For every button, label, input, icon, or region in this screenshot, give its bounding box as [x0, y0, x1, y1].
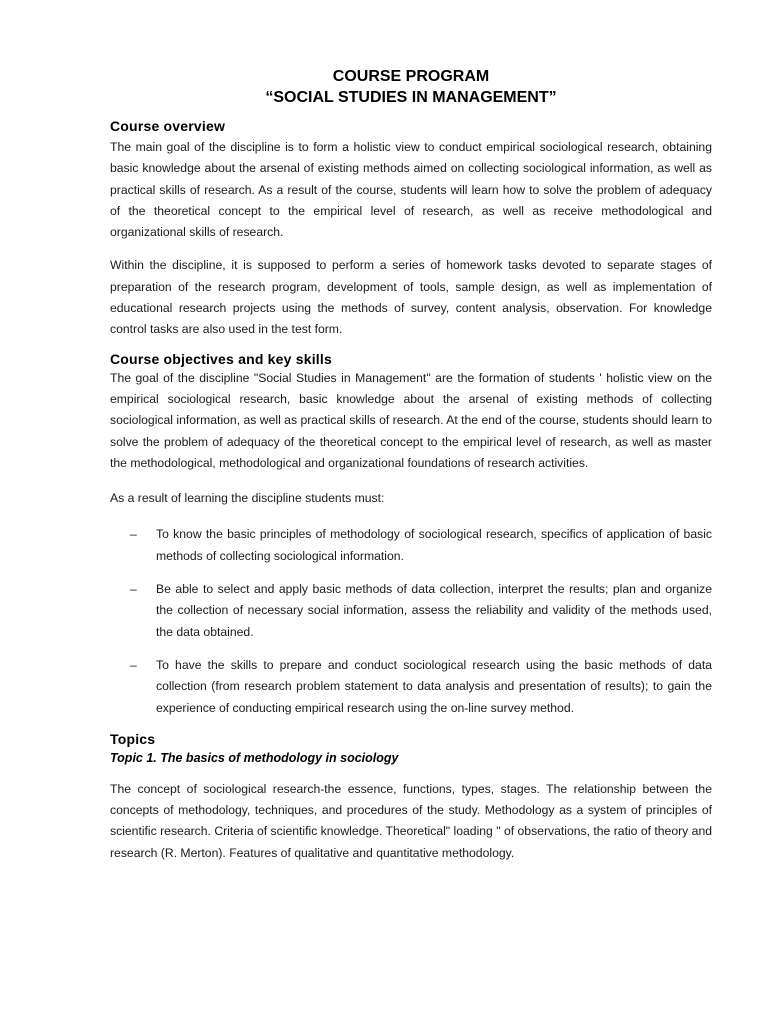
document-page	[110, 66, 712, 864]
topic-1-text: The concept of sociological research-the essence, functions, types, stages. The relationship between the concepts of methodology, techniques, and procedures of the study. Methodology as a system of principles of scientific research. Criteria of scientific knowledge. Theoretical" loading " of observations, the ratio of theory and research (R. Merton). Features of qualitative and quantitative methodology.	[110, 781, 712, 860]
dash-bullet-icon: –	[130, 527, 137, 542]
list-item	[110, 655, 712, 719]
document-title	[110, 66, 712, 108]
overview-paragraph-1: The main goal of the discipline is to form a holistic view to conduct empirical sociological research, obtaining basic knowledge about the arsenal of existing methods aimed on collecting sociological information, as well as practical skills of research. As a result of the course, students will learn how to solve the problem of adequacy of the theoretical concept to the empirical level of research, as well as receive methodological and organizational skills of research.	[110, 140, 712, 240]
list-item-text: To know the basic principles of methodology of sociological research, specifics of application of basic methods of collecting sociological information.	[156, 527, 712, 563]
topic-1-title: Topic 1. The basics of methodology in sociology	[110, 750, 399, 765]
dash-bullet-icon: –	[130, 657, 137, 672]
title-line-2: “SOCIAL STUDIES IN MANAGEMENT”	[265, 89, 557, 106]
list-item-text: Be able to select and apply basic methods of data collection, interpret the results; plan and organize the collection of necessary social information, assess the reliability and validity of the methods used, the data obtained.	[156, 582, 712, 639]
objectives-intro: As a result of learning the discipline students must:	[110, 491, 385, 506]
heading-course-overview: Course overview	[110, 118, 226, 134]
list-item	[110, 579, 712, 643]
heading-topics: Topics	[110, 730, 156, 747]
dash-bullet-icon: –	[130, 582, 137, 597]
list-item	[110, 524, 712, 567]
title-line-1: COURSE PROGRAM	[332, 68, 490, 85]
overview-paragraph-2: Within the discipline, it is supposed to perform a series of homework tasks devoted to separate stages of preparation of the research program, development of tools, sample design, as well as implementation of educational research projects using the methods of survey, content analysis, observation. For knowledge control tasks are also used in the test form.	[110, 258, 712, 337]
list-item-text: To have the skills to prepare and conduct sociological research using the basic methods of data collection (from research problem statement to data analysis and presentation of results); to gain the experience of conducting empirical research using the on-line survey method.	[156, 657, 712, 715]
objectives-paragraph-1: The goal of the discipline "Social Studies in Management" are the formation of students ' holistic view on the empirical sociological research, basic knowledge about the arsenal of existing methods of collecting sociological information, as well as practical skills of research. At the end of the course, students should learn to solve the problem of adequacy of the theoretical concept to the empirical level of research, as well as master the methodological, methodological and organizational foundations of research activities.	[110, 370, 712, 470]
objectives-list	[110, 524, 712, 718]
heading-course-objectives: Course objectives and key skills	[110, 350, 332, 367]
